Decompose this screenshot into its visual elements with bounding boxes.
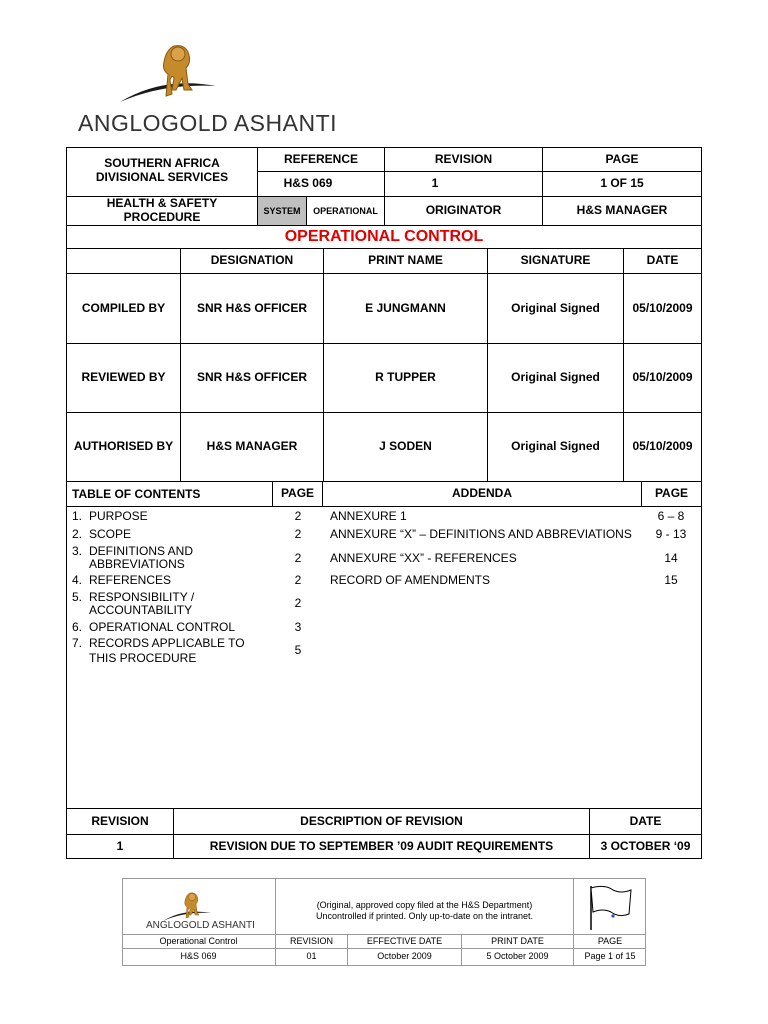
footer-effective-date-label: EFFECTIVE DATE — [366, 936, 443, 946]
addenda-item-page: 14 — [664, 551, 678, 565]
system-label: SYSTEM — [263, 205, 301, 216]
authorised-designation: H&S MANAGER — [206, 439, 298, 454]
toc-item-num: 7. — [72, 636, 83, 650]
footer-effective-date-value: October 2009 — [377, 951, 432, 961]
footer-note-line1: (Original, approved copy filed at the H&S Department) — [316, 900, 533, 910]
footer-print-date-label: PRINT DATE — [491, 936, 544, 946]
reviewed-date: 05/10/2009 — [632, 370, 693, 385]
toc-item-label-cont: ACCOUNTABILITY — [89, 603, 193, 617]
company-name: ANGLOGOLD ASHANTI — [78, 110, 338, 136]
toc-item-label: PURPOSE — [89, 509, 148, 523]
page-label: PAGE — [605, 151, 639, 166]
toc-item-label-cont: ABBREVIATIONS — [89, 557, 185, 571]
revision-value: 1 — [431, 176, 439, 191]
addenda-page-header: PAGE — [654, 486, 689, 501]
authorised-date: 05/10/2009 — [632, 439, 693, 454]
date-header: DATE — [646, 253, 679, 268]
date-col-header: DATE — [629, 813, 662, 828]
reference-value: H&S 069 — [283, 176, 333, 191]
addenda-item-label: ANNEXURE “X” – DEFINITIONS AND ABBREVIATIONS — [330, 527, 632, 541]
document-title: OPERATIONAL CONTROL — [284, 227, 484, 245]
toc-item-num: 3. — [72, 544, 83, 558]
signature-header: SIGNATURE — [520, 253, 591, 268]
toc-header: TABLE OF CONTENTS — [72, 487, 201, 501]
compiled-by-label: COMPILED BY — [81, 300, 166, 315]
toc-item-num: 4. — [72, 573, 83, 587]
lion-on-arc-icon — [118, 28, 218, 108]
footer-note-line2: Uncontrolled if printed. Only up-to-date on the intranet. — [315, 911, 534, 921]
division-name: SOUTHERN AFRICA DIVISIONAL SERVICES — [95, 156, 229, 184]
footer-doc-title: Operational Control — [159, 936, 238, 946]
addenda-item-label: ANNEXURE “XX” - REFERENCES — [330, 551, 517, 565]
footer-reference: H&S 069 — [180, 951, 217, 961]
addenda-item-label: ANNEXURE 1 — [330, 509, 407, 523]
procedure-type: HEALTH & SAFETY PROCEDURE — [106, 196, 218, 224]
lion-on-arc-icon — [162, 884, 212, 924]
compiled-date: 05/10/2009 — [632, 300, 693, 315]
designation-header: DESIGNATION — [210, 253, 294, 268]
reviewed-name: R TUPPER — [375, 370, 436, 385]
company-logo — [78, 28, 348, 138]
flag-icon — [585, 882, 635, 932]
footer-revision-value: 01 — [306, 951, 317, 961]
footer-company-name: ANGLOGOLD ASHANTI — [146, 920, 255, 931]
revision-number: 1 — [116, 838, 124, 853]
toc-item-page: 2 — [294, 596, 302, 610]
operational-label: OPERATIONAL — [313, 205, 378, 216]
revision-label: REVISION — [434, 151, 493, 166]
description-col-header: DESCRIPTION OF REVISION — [300, 813, 463, 828]
reference-label: REFERENCE — [283, 151, 358, 166]
authorised-signature: Original Signed — [511, 439, 600, 454]
footer-page-value: Page 1 of 15 — [584, 951, 636, 961]
originator-label: ORIGINATOR — [425, 203, 502, 218]
toc-item-page: 3 — [294, 620, 302, 634]
toc-item-page: 2 — [294, 551, 302, 565]
revision-date: 3 OCTOBER ‘09 — [600, 838, 691, 853]
toc-item-num: 1. — [72, 509, 83, 523]
toc-item-num: 6. — [72, 620, 83, 634]
revision-col-header: REVISION — [91, 813, 149, 828]
toc-item-label-cont: THIS PROCEDURE — [89, 651, 197, 665]
toc-item-page: 2 — [294, 573, 302, 587]
addenda-item-label: RECORD OF AMENDMENTS — [330, 573, 491, 587]
toc-item-label: REFERENCES — [89, 573, 172, 587]
reviewed-designation: SNR H&S OFFICER — [196, 370, 307, 385]
toc-item-num: 5. — [72, 590, 83, 604]
addenda-item-page: 15 — [664, 573, 678, 587]
authorised-name: J SODEN — [379, 439, 432, 454]
footer-print-date-value: 5 October 2009 — [486, 951, 549, 961]
reviewed-by-label: REVIEWED BY — [81, 370, 166, 385]
originator-value: H&S MANAGER — [576, 203, 668, 218]
toc-item-page: 2 — [294, 527, 302, 541]
footer-page-label: PAGE — [597, 936, 623, 946]
addenda-item-page: 6 – 8 — [657, 509, 685, 523]
toc-item-label: DEFINITIONS AND — [89, 544, 194, 558]
page-value: 1 OF 15 — [600, 176, 644, 191]
revision-description: REVISION DUE TO SEPTEMBER ’09 AUDIT REQUIREMENTS — [209, 838, 554, 853]
toc-item-label: OPERATIONAL CONTROL — [89, 620, 236, 634]
toc-item-label: SCOPE — [89, 527, 132, 541]
compiled-name: E JUNGMANN — [365, 300, 446, 315]
toc-page-header: PAGE — [280, 486, 315, 501]
toc-item-page: 5 — [294, 643, 302, 657]
footer-logo — [142, 884, 262, 932]
toc-item-label: RESPONSIBILITY / — [89, 590, 195, 604]
footer-revision-label: REVISION — [289, 936, 333, 946]
compiled-signature: Original Signed — [511, 300, 600, 315]
toc-item-num: 2. — [72, 527, 83, 541]
print-name-header: PRINT NAME — [368, 253, 443, 268]
addenda-header: ADDENDA — [452, 486, 512, 501]
compiled-designation: SNR H&S OFFICER — [196, 300, 307, 315]
reviewed-signature: Original Signed — [511, 370, 600, 385]
toc-item-label: RECORDS APPLICABLE TO — [89, 636, 245, 650]
addenda-item-page: 9 - 13 — [655, 527, 687, 541]
authorised-by-label: AUTHORISED BY — [73, 439, 174, 454]
toc-item-page: 2 — [294, 509, 302, 523]
